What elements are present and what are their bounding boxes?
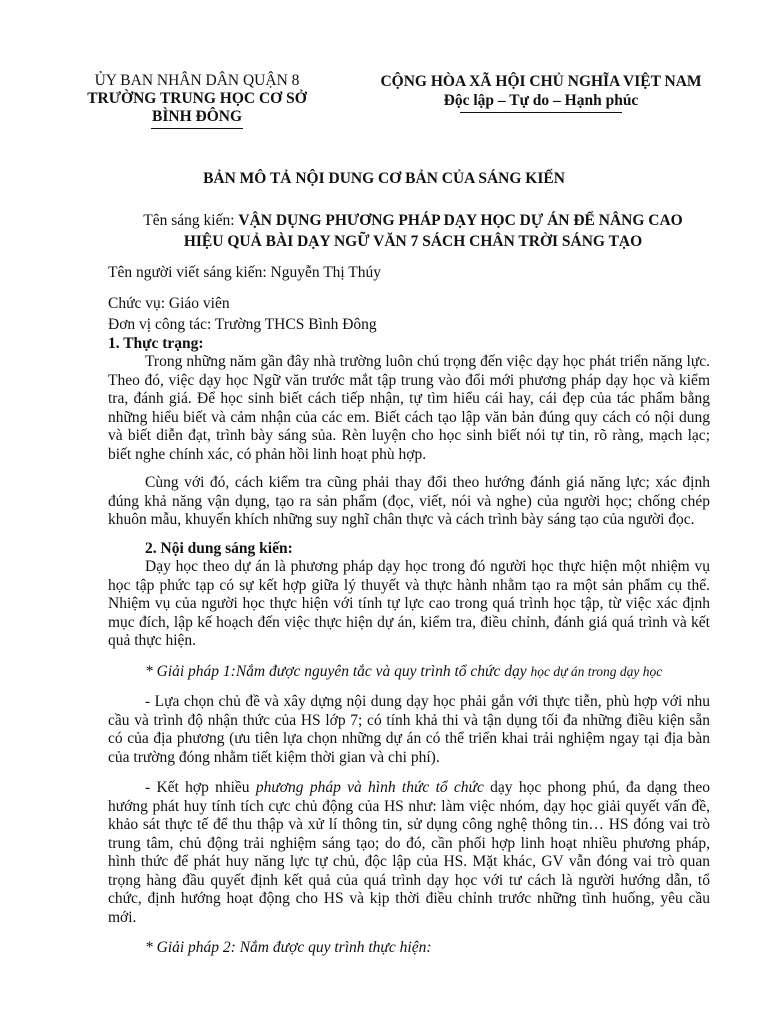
issuer-school-name: BÌNH ĐÔNG bbox=[152, 108, 242, 125]
section2-paragraph-1: Dạy học theo dự án là phương pháp dạy học trong đó người học thực hiện một nhiệm vụ học tập phức tạp có sự kết hợp giữa lý thuyết và thực hành nhằm tạo ra một sản phẩm cụ thể. Nhiệm vụ của người học thực hiện với tính tự lực cao trong quá trình học tập, từ việc xác định mục đích, lập kế hoạch đến việc thực hiện dự án, kiểm tra, điều chỉnh, đánh giá quá trình và kết quả thực hiện. bbox=[108, 558, 710, 649]
issuer-block bbox=[62, 72, 332, 129]
section2-paragraph-2: - Lựa chọn chủ đề và xây dựng nội dung dạy học phải gắn với thực tiễn, phù hợp với nhu cầu và trình độ nhận thức của HS lớp 7; có tính khả thi và tận dụng tối đa những điều kiện sẵn có của địa phương (ưu tiên lựa chọn những dự án có thể triển khai trải nghiệm ngay tại địa bàn của trường đóng nhằm tiết kiệm thời gian và chi phí). bbox=[108, 693, 710, 766]
document-body bbox=[108, 264, 710, 958]
motto-underline bbox=[460, 112, 622, 113]
paragraph-3-text-a: - Kết hợp nhiều bbox=[145, 779, 256, 796]
issuer-underline bbox=[151, 128, 243, 129]
author-line: Tên người viết sáng kiến: Nguyễn Thị Thúy bbox=[108, 264, 382, 281]
initiative-name-line1: VẬN DỤNG PHƯƠNG PHÁP DẠY HỌC DỰ ÁN ĐỂ NÂNG CAO bbox=[238, 212, 683, 229]
initiative-name-line2: HIỆU QUẢ BÀI DẠY NGỮ VĂN 7 SÁCH CHÂN TRỜI SÁNG TẠO bbox=[183, 233, 643, 250]
workplace-line: Đơn vị công tác: Trường THCS Bình Đông bbox=[108, 316, 377, 333]
solution-1-text-b: học dự án trong dạy học bbox=[530, 663, 663, 679]
issuer-district: ỦY BAN NHÂN DÂN QUẬN 8 bbox=[94, 72, 300, 89]
section2-paragraph-3 bbox=[108, 779, 710, 927]
initiative-title bbox=[108, 210, 718, 252]
national-motto-block bbox=[356, 72, 726, 113]
paragraph-3-emphasis: phương pháp và hình thức tổ chức bbox=[255, 779, 484, 796]
section2-heading: 2. Nội dung sáng kiến: bbox=[145, 539, 293, 557]
solution-2-heading: * Giải pháp 2: Nắm được quy trình thực hiện: bbox=[145, 939, 432, 956]
solution-1-heading bbox=[108, 663, 710, 682]
position-line: Chức vụ: Giáo viên bbox=[108, 294, 230, 312]
solution-1-text-a: * Giải pháp 1:Nắm được nguyên tắc và quy trình tổ chức dạy bbox=[145, 662, 531, 680]
document-title: BẢN MÔ TẢ NỘI DUNG CƠ BẢN CỦA SÁNG KIẾN bbox=[203, 170, 565, 187]
national-motto: Độc lập – Tự do – Hạnh phúc bbox=[443, 92, 639, 109]
section1-heading: 1. Thực trạng: bbox=[108, 334, 204, 352]
paragraph-3-text-c: dạy học phong phú, đa dạng theo hướng phát huy tính tích cực chủ động của HS như: làm việc nhóm, dạy học giải quyết vấn đề, khảo sát thực tế để thu thập và xử lí thông tin, sử dụng công nghệ thông tin… HS đóng vai trò trung tâm, chủ động trải nghiệm sáng tạo; do đó, cần phối hợp linh hoạt nhiều phương pháp, hình thức để phát huy năng lực tự chủ, độc lập của HS. Mặt khác, GV vẫn đóng vai trò quan trọng hàng đầu quyết định kết quả của quá trình dạy học với tư cách là người hướng dẫn, tổ chức, định hướng hoạt động cho HS và kịp thời điều chỉnh trước những tình huống, yêu cầu mới. bbox=[108, 779, 710, 926]
section1-paragraph-2: Cùng với đó, cách kiểm tra cũng phải thay đổi theo hướng đánh giá năng lực; xác định đúng khả năng vận dụng, tạo ra sản phẩm (đọc, viết, nói và nghe) của người học; chống chép khuôn mẫu, khuyến khích những suy nghĩ chân thực và cách trình bày sáng tạo của người đọc. bbox=[108, 474, 710, 528]
national-title: CỘNG HÒA XÃ HỘI CHỦ NGHĨA VIỆT NAM bbox=[380, 73, 702, 90]
initiative-label: Tên sáng kiến: bbox=[143, 212, 239, 229]
issuer-school: TRƯỜNG TRUNG HỌC CƠ SỞ bbox=[87, 90, 307, 107]
section1-paragraph-1: Trong những năm gần đây nhà trường luôn chú trọng đến việc dạy học phát triển năng lực. Theo đó, việc dạy học Ngữ văn trước mắt tập trung vào đổi mới phương pháp dạy học và kiểm tra, đánh giá. Để học sinh biết cách tiếp nhận, tự tìm hiểu cái hay, cái đẹp của tác phẩm bằng những hiểu biết và cảm nhận của các em. Biết cách tạo lập văn bản đúng quy cách có nội dung và biết diễn đạt, trình bày sáng sủa. Rèn luyện cho học sinh biết nói tự tin, rõ ràng, mạch lạc; biết nghe chính xác, có phản hồi linh hoạt phù hợp. bbox=[108, 353, 710, 463]
